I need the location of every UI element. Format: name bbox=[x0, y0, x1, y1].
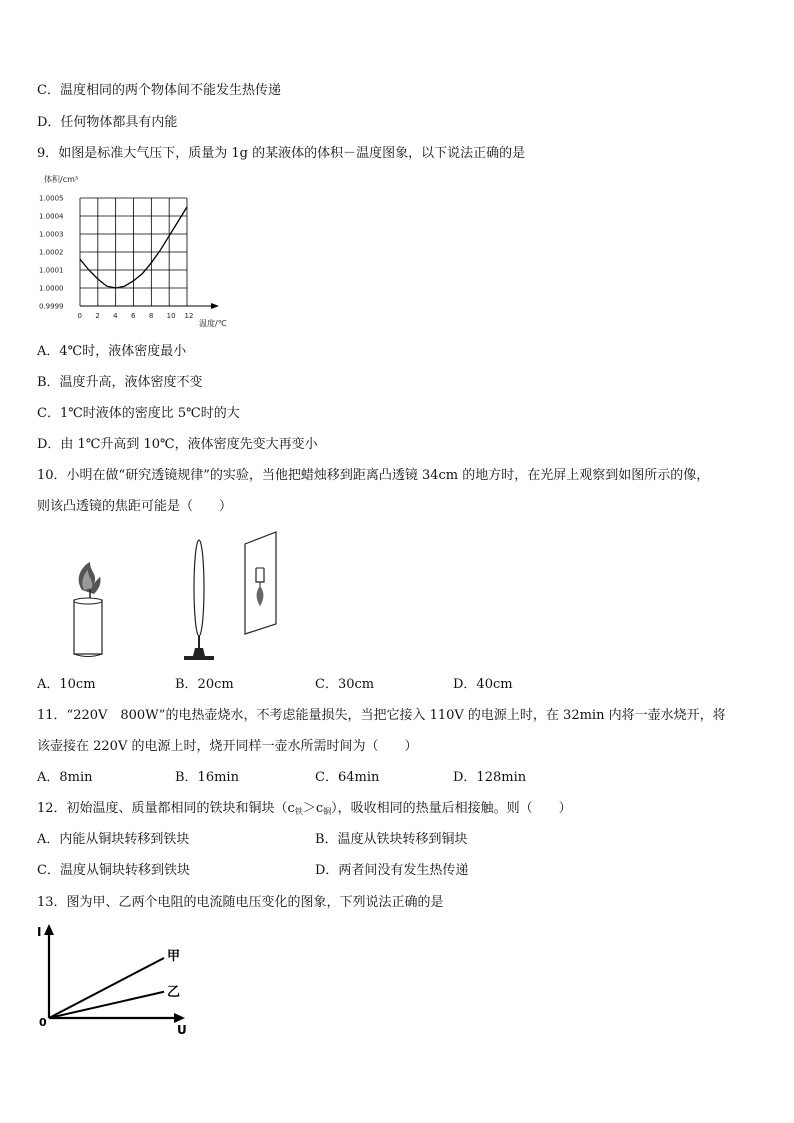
y-tick-label: 1.0002 bbox=[39, 248, 64, 257]
option-d-q11: D．128min bbox=[453, 770, 527, 785]
option-c-q8: C．温度相同的两个物体间不能发生热传递 bbox=[37, 83, 281, 98]
volume-temperature-chart bbox=[37, 170, 237, 332]
option-b-q12: B．温度从铁块转移到铜块 bbox=[315, 832, 468, 847]
y-tick-label: 1.0001 bbox=[39, 266, 64, 275]
y-tick-label: 0.9999 bbox=[39, 302, 64, 311]
option-a-q10: A．10cm bbox=[37, 677, 96, 692]
option-c-q9: C．1℃时液体的密度比 5℃时的大 bbox=[37, 406, 240, 421]
series-jia-line bbox=[49, 958, 164, 1018]
x-tick-label: 12 bbox=[184, 312, 194, 320]
x-tick-label: 8 bbox=[148, 312, 154, 320]
option-c-q10: C．30cm bbox=[315, 677, 375, 692]
question-10-line2: 则该凸透镜的焦距可能是（ ） bbox=[37, 499, 233, 514]
series-jia-label: 甲 bbox=[167, 949, 181, 964]
q12-text-start: 12．初始温度、质量都相同的铁块和铜块（c bbox=[37, 801, 295, 816]
x-tick-label: 0 bbox=[77, 312, 82, 320]
question-12 bbox=[37, 800, 572, 821]
option-b-q9: B．温度升高，液体密度不变 bbox=[37, 375, 203, 390]
y-tick-labels bbox=[39, 195, 64, 311]
option-a-q11: A．8min bbox=[37, 770, 93, 785]
option-d-q10: D．40cm bbox=[453, 677, 513, 692]
x-tick-label: 10 bbox=[166, 312, 176, 320]
lens-experiment-figure bbox=[60, 528, 290, 668]
question-11-line1: 11．“220V 800W”的电热壶烧水，不考虑能量损失，当把它接入 110V 的电源上时，在 32min 内将一壶水烧开，将 bbox=[37, 708, 726, 723]
option-b-q11: B．16min bbox=[175, 770, 239, 785]
option-d-q8: D．任何物体都具有内能 bbox=[37, 115, 178, 130]
origin-label: 0 bbox=[39, 1016, 47, 1029]
i-axis-arrow bbox=[44, 924, 54, 935]
q12-text-end: ），吸收相同的热量后相接触。则（ ） bbox=[331, 801, 572, 816]
option-a-q12: A．内能从铜块转移到铁块 bbox=[37, 832, 190, 847]
x-tick-label: 4 bbox=[113, 312, 118, 320]
question-13: 13．图为甲、乙两个电阻的电流随电压变化的图象，下列说法正确的是 bbox=[37, 895, 444, 910]
option-d-q12: D．两者间没有发生热传递 bbox=[315, 863, 469, 878]
y-tick-label: 1.0004 bbox=[39, 212, 64, 221]
u-axis-label: U bbox=[177, 1023, 187, 1034]
question-10-line1: 10．小明在做“研究透镜规律”的实验，当他把蜡烛移到距离凸透镜 34cm 的地方时，在光屏上观察到如图所示的像， bbox=[37, 468, 710, 483]
option-c-q12: C．温度从铜块转移到铁块 bbox=[37, 863, 190, 878]
x-axis-label: 温度/℃ bbox=[199, 319, 227, 328]
light-screen bbox=[245, 532, 276, 634]
y-tick-label: 1.0005 bbox=[39, 194, 64, 203]
option-d-q9: D．由 1℃升高到 10℃，液体密度先变大再变小 bbox=[37, 437, 318, 452]
u-axis-arrow bbox=[174, 1013, 185, 1023]
q12-subscript-copper: 铜 bbox=[323, 807, 332, 816]
x-axis-arrow bbox=[211, 303, 219, 309]
y-axis-label: 体积/cm³ bbox=[44, 175, 79, 184]
question-9: 9．如图是标准大气压下，质量为 1g 的某液体的体积－温度图象，以下说法正确的是 bbox=[37, 146, 526, 161]
option-a-q9: A．4℃时，液体密度最小 bbox=[37, 344, 187, 359]
candle bbox=[74, 562, 102, 657]
i-axis-label: I bbox=[37, 925, 42, 939]
option-b-q10: B．20cm bbox=[175, 677, 234, 692]
x-tick-labels bbox=[78, 312, 194, 320]
option-c-q11: C．64min bbox=[315, 770, 380, 785]
series-yi-label: 乙 bbox=[167, 984, 181, 1000]
series-yi-line bbox=[49, 992, 164, 1018]
convex-lens bbox=[184, 540, 214, 660]
q12-greater-than: ＞c bbox=[302, 801, 324, 816]
y-tick-label: 1.0000 bbox=[39, 284, 64, 293]
x-tick-label: 6 bbox=[131, 312, 136, 320]
plot-grid bbox=[80, 198, 187, 306]
current-voltage-chart bbox=[37, 922, 197, 1034]
x-tick-label: 2 bbox=[95, 312, 100, 320]
q12-subscript-iron: 铁 bbox=[294, 807, 303, 816]
y-tick-label: 1.0003 bbox=[39, 230, 64, 239]
question-11-line2: 该壶接在 220V 的电源上时，烧开同样一壶水所需时间为（ ） bbox=[37, 739, 418, 754]
